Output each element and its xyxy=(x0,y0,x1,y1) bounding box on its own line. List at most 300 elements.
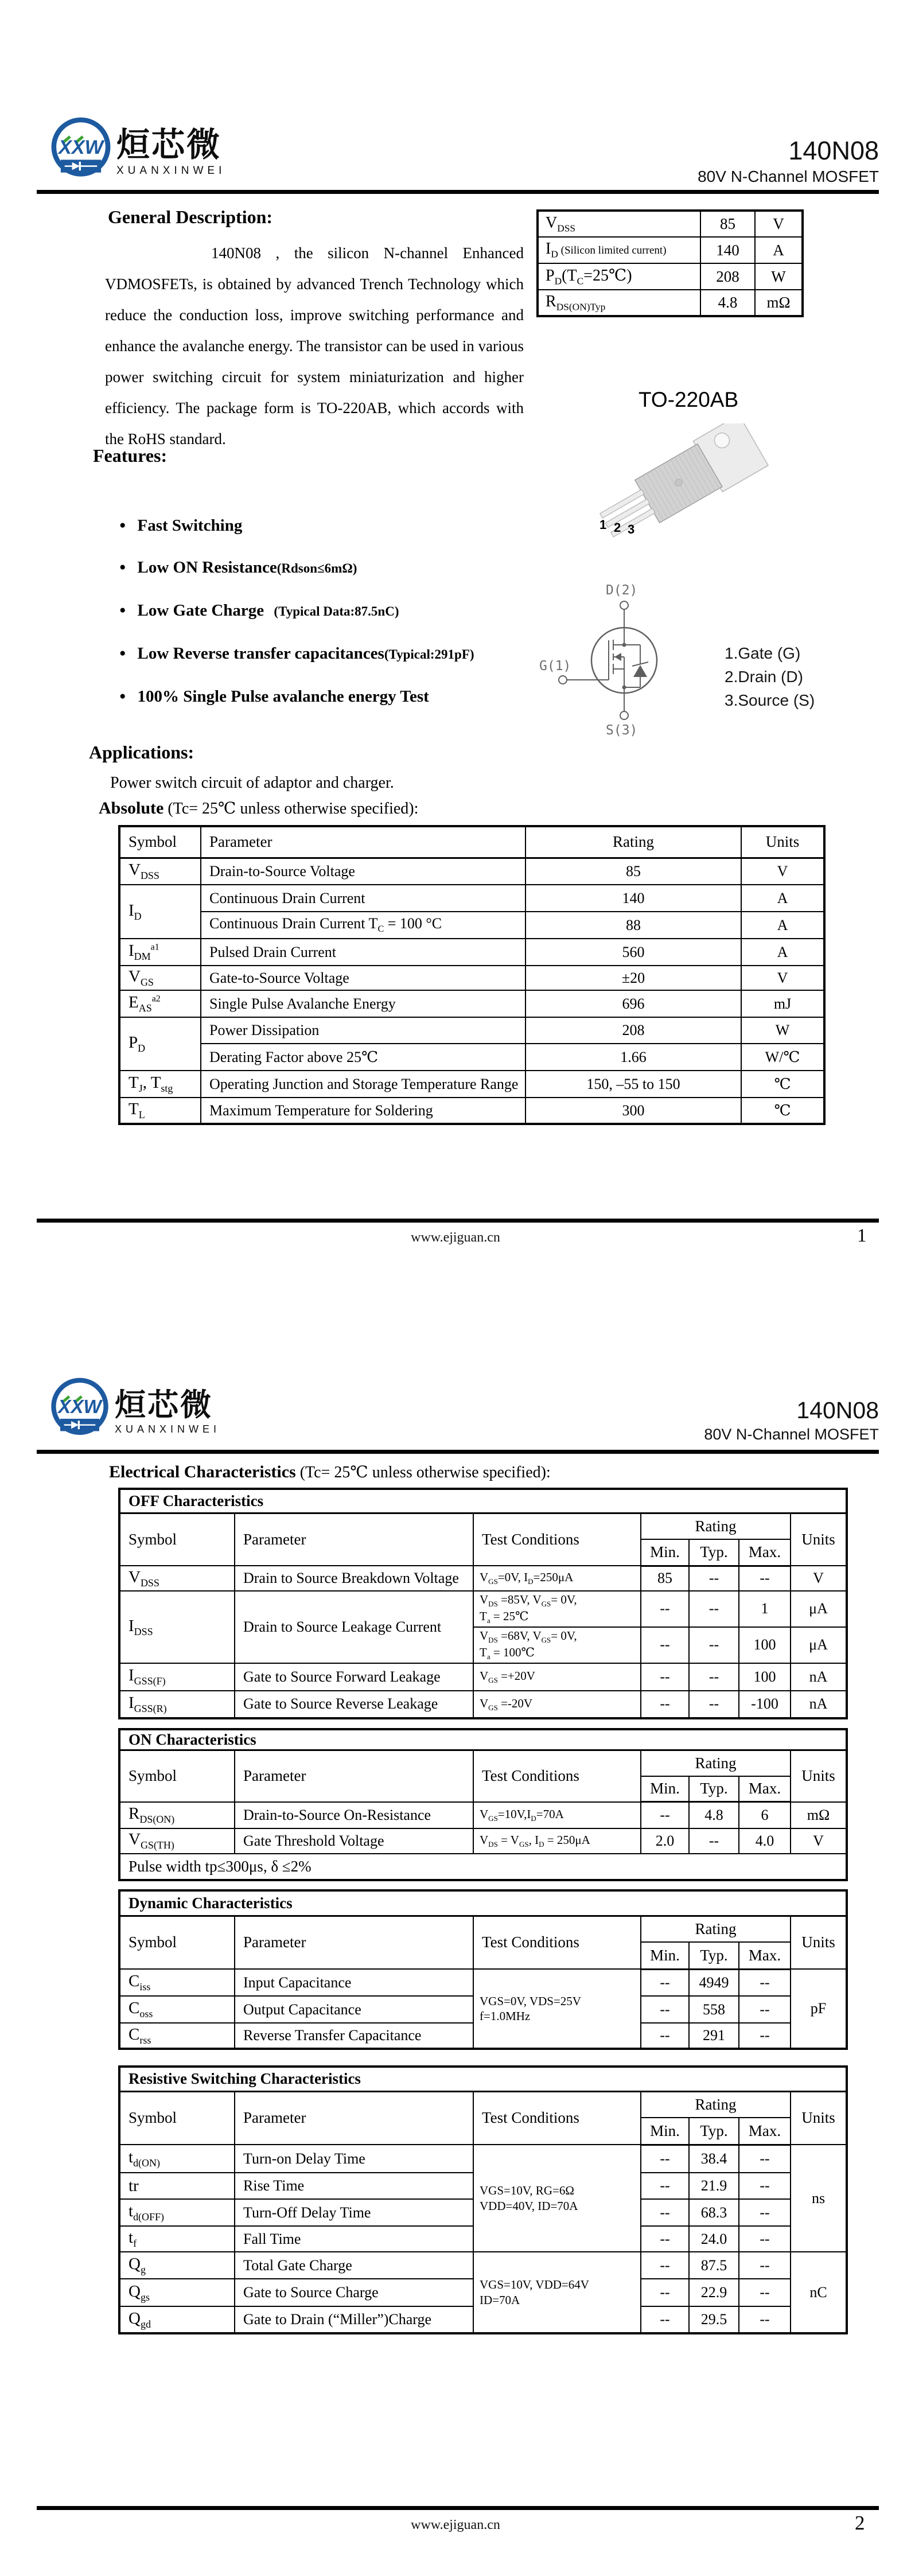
body-diode xyxy=(633,665,647,677)
table-title: ON Characteristics xyxy=(119,1729,847,1750)
table-header-cell: Symbol xyxy=(119,1513,235,1566)
footer-url-2: www.ejiguan.cn xyxy=(411,2517,500,2532)
bullet-icon: ● xyxy=(119,519,126,531)
table-cell: 696 xyxy=(525,990,741,1017)
table-cell: -- xyxy=(739,2226,791,2252)
table-row xyxy=(119,1044,824,1071)
table-cell: -- xyxy=(641,1802,689,1828)
table-header-cell: Min. xyxy=(641,1942,689,1969)
table-cell: $V_{GS}=0V$, $I_D=250\mu A$ xyxy=(473,1566,641,1591)
feature-main: Fast Switching xyxy=(137,516,243,535)
table-cell: -100 xyxy=(739,1691,791,1718)
table-cell: $I_{GSS(F)}$ xyxy=(119,1663,235,1691)
table-header-cell: Test Conditions xyxy=(473,1750,641,1802)
table-cell: -- xyxy=(641,1691,689,1718)
mosfet-arrow xyxy=(614,653,621,661)
table-header-cell: Symbol xyxy=(119,1750,235,1802)
table-cell: $V_{DS} = V_{GS}$, $I_D = 250\mu A$ xyxy=(473,1828,641,1854)
table-header-cell: Max. xyxy=(739,2118,791,2145)
table-cell: A xyxy=(741,939,824,966)
table-cell: $P_D(T_C=25℃)$ xyxy=(538,263,700,290)
table-cell: -- xyxy=(641,2226,689,2252)
table-cell: 558 xyxy=(689,1996,739,2023)
table-cell: VGS=10V, VDD=64V ID=70A xyxy=(473,2252,641,2333)
feature-main: 100% Single Pulse avalanche energy Test xyxy=(137,687,429,706)
table-cell: 21.9 xyxy=(689,2173,739,2199)
absolute-heading-bold: Absolute xyxy=(99,799,164,818)
table-cell: 38.4 xyxy=(689,2145,739,2173)
elec-heading-rest: (Tc= 25℃ unless otherwise specified): xyxy=(295,1464,551,1481)
table-row xyxy=(119,1663,847,1691)
table-cell: 208 xyxy=(700,263,755,290)
table-cell: W xyxy=(755,263,803,290)
table-header-cell: Test Conditions xyxy=(473,1513,641,1566)
table-header-cell: Symbol xyxy=(119,1916,235,1969)
table-cell: -- xyxy=(739,2023,791,2049)
table-cell: -- xyxy=(641,1969,689,1996)
pin-number-1: 1 xyxy=(599,517,607,532)
table-header-cell: Max. xyxy=(739,1539,791,1566)
brand-logo-2 xyxy=(49,1377,111,1446)
table-cell: $V_{GS}$ xyxy=(119,966,201,990)
table-row xyxy=(119,966,824,990)
table-cell: $I_D$ (Silicon limited current) xyxy=(538,237,700,263)
gate-label: G(1) xyxy=(539,659,571,674)
table-cell: -- xyxy=(641,2145,689,2173)
brand-text-2 xyxy=(115,1388,220,1435)
table-cell: nA xyxy=(791,1663,847,1691)
general-description-body: 140N08 , the silicon N-channel Enhanced VDMOSFETs, is obtained by advanced Trench Technology which reduce the conduction loss, improve switching performance and enhance the avalanche energy. The transistor can be used in various power switching circuit for system miniaturization and higher efficiency. The package form is TO-220AB, which accords with the RoHS standard. xyxy=(105,244,524,448)
table-row xyxy=(119,1916,847,1942)
table-header-cell: Rating xyxy=(525,826,741,858)
table-cell: 150, –55 to 150 xyxy=(525,1071,741,1098)
table-cell: 1 xyxy=(739,1591,791,1627)
brand-name-en-2: XUANXINWEI xyxy=(115,1423,221,1435)
table-row xyxy=(119,1750,847,1776)
table-cell: -- xyxy=(689,1566,739,1591)
table-cell: A xyxy=(741,885,824,912)
table-cell: Fall Time xyxy=(235,2226,473,2252)
page-number-2: 2 xyxy=(855,2512,865,2534)
brand-name-en: XUANXINWEI xyxy=(116,165,226,177)
table-row xyxy=(538,263,803,290)
quick-specs-table-mount xyxy=(536,209,804,317)
table-cell: VGS=10V, RG=6Ω VDD=40V, ID=70A xyxy=(473,2145,641,2252)
doc-title-block-2 xyxy=(535,1398,879,1443)
table-row xyxy=(119,1890,847,1916)
feature-item xyxy=(119,516,474,535)
table-cell: -- xyxy=(641,2279,689,2306)
table-cell: Drain to Source Leakage Current xyxy=(235,1591,473,1663)
table-cell: 140 xyxy=(525,885,741,912)
table-cell: -- xyxy=(689,1691,739,1718)
table-cell: $t_f$ xyxy=(119,2226,235,2252)
table-cell: -- xyxy=(641,2173,689,2199)
doc-title-block xyxy=(535,137,879,186)
footer-rule-1 xyxy=(37,1219,879,1223)
table-cell: mJ xyxy=(741,990,824,1017)
table-cell: $V_{DSS}$ xyxy=(119,858,201,885)
footer-rule-2 xyxy=(37,2506,879,2510)
table-cell: $I_{DM}^{a1}$ xyxy=(119,939,201,966)
table-row xyxy=(119,912,824,939)
table-cell: Pulsed Drain Current xyxy=(201,939,525,966)
table-cell: V xyxy=(741,966,824,990)
part-subtitle: 80V N-Channel MOSFET xyxy=(698,168,879,185)
table-cell: Operating Junction and Storage Temperature Range xyxy=(201,1071,525,1098)
table-cell: $R_{DS(ON)}$ xyxy=(119,1802,235,1828)
table-row xyxy=(119,939,824,966)
table-cell: Single Pulse Avalanche Energy xyxy=(201,990,525,1017)
feature-item xyxy=(119,687,474,706)
table-cell: A xyxy=(755,237,803,263)
table-cell: 24.0 xyxy=(689,2226,739,2252)
table-cell: -- xyxy=(739,2173,791,2199)
header-rule-2 xyxy=(37,1450,879,1454)
table-cell: -- xyxy=(689,1591,739,1627)
table-cell: 100 xyxy=(739,1627,791,1663)
part-number: 140N08 xyxy=(788,136,879,165)
table-cell: 22.9 xyxy=(689,2279,739,2306)
table-cell: $t_{d(OFF)}$ xyxy=(119,2199,235,2226)
brand-logo-mark-2 xyxy=(49,1377,111,1443)
table-cell: Gate-to-Source Voltage xyxy=(201,966,525,990)
table-cell: 4.0 xyxy=(739,1828,791,1854)
absolute-ratings-table xyxy=(118,825,826,1125)
pin-number-2: 2 xyxy=(614,520,621,535)
table-cell: $T_L$ xyxy=(119,1098,201,1124)
table-cell: μA xyxy=(791,1591,847,1627)
off-characteristics-table xyxy=(118,1488,848,1719)
table-title: OFF Characteristics xyxy=(119,1489,847,1513)
table-header-cell: Rating xyxy=(641,1916,791,1942)
table-cell: μA xyxy=(791,1627,847,1663)
table-row xyxy=(119,1017,824,1044)
package-image xyxy=(588,423,777,544)
general-description-heading: General Description: xyxy=(108,207,273,227)
table-cell: tr xyxy=(119,2173,235,2199)
table-row xyxy=(119,1828,847,1854)
feature-item xyxy=(119,558,474,578)
resistive-switching-table xyxy=(118,2065,848,2334)
applications-heading: Applications: xyxy=(89,742,194,762)
table-header-cell: Rating xyxy=(641,1513,791,1539)
table-row xyxy=(538,290,803,316)
dynamic-characteristics-mount xyxy=(118,1889,848,2050)
table-cell: 291 xyxy=(689,2023,739,2049)
table-cell: $C_{rss}$ xyxy=(119,2023,235,2049)
table-cell: -- xyxy=(739,2199,791,2226)
table-cell: ±20 xyxy=(525,966,741,990)
table-cell: Turn-on Delay Time xyxy=(235,2145,473,2173)
table-header-cell: Parameter xyxy=(235,1513,473,1566)
table-header-cell: Typ. xyxy=(689,1942,739,1969)
table-cell: -- xyxy=(641,1663,689,1691)
dynamic-characteristics-table xyxy=(118,1889,848,2050)
table-row xyxy=(119,1729,847,1750)
table-cell: $P_D$ xyxy=(119,1017,201,1071)
table-cell: Gate Threshold Voltage xyxy=(235,1828,473,1854)
page-number-1: 1 xyxy=(857,1225,867,1246)
table-cell: Turn-Off Delay Time xyxy=(235,2199,473,2226)
table-row xyxy=(119,2145,847,2173)
table-cell: $t_{d(ON)}$ xyxy=(119,2145,235,2173)
table-cell: $I_{DSS}$ xyxy=(119,1591,235,1663)
feature-detail: (Typical:291pF) xyxy=(384,647,474,661)
electrical-characteristics-heading xyxy=(109,1462,551,1482)
package-label: TO-220AB xyxy=(639,388,739,411)
feature-main: Low ON Resistance xyxy=(137,558,277,577)
table-cell: -- xyxy=(641,1591,689,1627)
table-cell: -- xyxy=(641,2023,689,2049)
table-cell: 68.3 xyxy=(689,2199,739,2226)
table-cell: nC xyxy=(791,2252,847,2333)
table-cell: $V_{GS} =-20V$ xyxy=(473,1691,641,1718)
source-label: S(3) xyxy=(606,723,638,738)
table-header-cell: Max. xyxy=(739,1776,791,1802)
table-cell: 88 xyxy=(525,912,741,939)
table-row xyxy=(119,1591,847,1627)
table-header-cell: Typ. xyxy=(689,2118,739,2145)
pin-function-item: 3.Source (S) xyxy=(725,691,815,709)
absolute-ratings-table-mount xyxy=(118,825,826,1125)
table-header-cell: Typ. xyxy=(689,1776,739,1802)
features-heading: Features: xyxy=(93,445,168,466)
bullet-icon: ● xyxy=(119,690,126,702)
table-cell: Drain to Source Breakdown Voltage xyxy=(235,1566,473,1591)
table-row xyxy=(119,1802,847,1828)
features-list xyxy=(119,516,474,729)
table-cell: Continuous Drain Current $T_C = 100$ °C xyxy=(201,912,525,939)
table-row xyxy=(119,1566,847,1591)
table-header-cell: Parameter xyxy=(235,2091,473,2145)
table-row xyxy=(119,2091,847,2118)
table-cell: $Q_g$ xyxy=(119,2252,235,2279)
table-cell: Output Capacitance xyxy=(235,1996,473,2023)
pin-number-3: 3 xyxy=(628,522,635,536)
table-row xyxy=(119,1513,847,1539)
table-cell: -- xyxy=(739,1969,791,1996)
table-cell: $V_{GS(TH)}$ xyxy=(119,1828,235,1854)
logo-monogram-2: XXW xyxy=(58,1396,102,1418)
resistive-switching-mount xyxy=(118,2065,848,2334)
bullet-icon: ● xyxy=(119,604,126,616)
table-cell: 6 xyxy=(739,1802,791,1828)
part-subtitle-2: 80V N-Channel MOSFET xyxy=(704,1426,879,1443)
pin-function-item: 2.Drain (D) xyxy=(725,668,803,686)
table-cell: $I_{GSS(R)}$ xyxy=(119,1691,235,1718)
brand-name-cn-2: 烜芯微 xyxy=(115,1388,213,1422)
table-cell: Continuous Drain Current xyxy=(201,885,525,912)
table-cell: V xyxy=(791,1566,847,1591)
brand-text xyxy=(116,127,225,177)
table-cell: W/℃ xyxy=(741,1044,824,1071)
table-cell: $V_{DS} =85V$, $V_{GS}= 0V$, $T_a$ = 25℃ xyxy=(473,1591,641,1627)
table-header-cell: Max. xyxy=(739,1942,791,1969)
quick-specs-table xyxy=(536,209,804,317)
table-cell: $V_{DSS}$ xyxy=(538,211,700,237)
absolute-heading-rest: (Tc= 25℃ unless otherwise specified): xyxy=(163,800,419,818)
table-cell: -- xyxy=(739,2279,791,2306)
table-cell: $C_{iss}$ xyxy=(119,1969,235,1996)
table-cell: mΩ xyxy=(791,1802,847,1828)
table-cell: 85 xyxy=(641,1566,689,1591)
table-header-cell: Rating xyxy=(641,2091,791,2118)
table-row xyxy=(119,1969,847,1996)
table-row xyxy=(119,1854,847,1880)
bullet-icon: ● xyxy=(119,561,126,573)
table-header-cell: Units xyxy=(791,1513,847,1566)
table-header-cell: Test Conditions xyxy=(473,1916,641,1969)
table-cell: Total Gate Charge xyxy=(235,2252,473,2279)
table-cell: Drain-to-Source On-Resistance xyxy=(235,1802,473,1828)
table-cell: Power Dissipation xyxy=(201,1017,525,1044)
table-cell: $V_{DS} =68V$, $V_{GS}= 0V$, $T_a$ = 100℃ xyxy=(473,1627,641,1663)
applications-body: Power switch circuit of adaptor and charger. xyxy=(110,774,394,792)
table-title: Dynamic Characteristics xyxy=(119,1890,847,1916)
table-cell: 4.8 xyxy=(689,1802,739,1828)
table-cell: -- xyxy=(739,1996,791,2023)
table-cell: -- xyxy=(739,1566,791,1591)
brand-logo xyxy=(49,116,113,188)
table-cell: Rise Time xyxy=(235,2173,473,2199)
table-header-cell: Min. xyxy=(641,1776,689,1802)
table-cell: 100 xyxy=(739,1663,791,1691)
table-header-cell: Units xyxy=(791,1750,847,1802)
table-cell: -- xyxy=(739,2145,791,2173)
to220-package-drawing xyxy=(588,423,777,541)
table-cell: $C_{oss}$ xyxy=(119,1996,235,2023)
table-cell: Gate to Drain (“Miller”)Charge xyxy=(235,2306,473,2333)
table-cell: Maximum Temperature for Soldering xyxy=(201,1098,525,1124)
table-cell: Gate to Source Forward Leakage xyxy=(235,1663,473,1691)
table-cell: $V_{DSS}$ xyxy=(119,1566,235,1591)
table-cell: -- xyxy=(641,1627,689,1663)
table-cell: 140 xyxy=(700,237,755,263)
table-cell: $T_J$, $T_{stg}$ xyxy=(119,1071,201,1098)
table-cell: Derating Factor above 25℃ xyxy=(201,1044,525,1071)
table-cell: $Q_{gs}$ xyxy=(119,2279,235,2306)
table-cell: W xyxy=(741,1017,824,1044)
table-header-cell: Symbol xyxy=(119,826,201,858)
table-cell: mΩ xyxy=(755,290,803,316)
table-cell: Input Capacitance xyxy=(235,1969,473,1996)
table-cell: $V_{GS} =+20V$ xyxy=(473,1663,641,1691)
table-cell: -- xyxy=(739,2252,791,2279)
table-cell: V xyxy=(755,211,803,237)
feature-detail: (Rdson≤6mΩ) xyxy=(277,561,357,575)
table-cell: -- xyxy=(641,1996,689,2023)
table-row xyxy=(119,826,824,858)
absolute-heading xyxy=(99,799,418,818)
table-header-cell: Rating xyxy=(641,1750,791,1776)
table-row xyxy=(119,1098,824,1124)
table-cell: $I_D$ xyxy=(119,885,201,939)
table-header-cell: Parameter xyxy=(235,1750,473,1802)
table-row xyxy=(119,2067,847,2091)
table-cell: 4.8 xyxy=(700,290,755,316)
table-cell: 208 xyxy=(525,1017,741,1044)
table-cell: 300 xyxy=(525,1098,741,1124)
on-characteristics-mount xyxy=(118,1728,848,1881)
table-cell: $E_{AS}^{a2}$ xyxy=(119,990,201,1017)
table-cell: -- xyxy=(689,1627,739,1663)
footer-url-1: www.ejiguan.cn xyxy=(411,1230,500,1245)
table-header-cell: Parameter xyxy=(201,826,525,858)
table-cell: 85 xyxy=(525,858,741,885)
table-cell: ℃ xyxy=(741,1098,824,1124)
pin-function-item: 1.Gate (G) xyxy=(725,644,801,662)
table-row xyxy=(538,211,803,237)
table-row xyxy=(119,990,824,1017)
table-cell: Reverse Transfer Capacitance xyxy=(235,2023,473,2049)
table-cell: Gate to Source Reverse Leakage xyxy=(235,1691,473,1718)
table-title: Resistive Switching Characteristics xyxy=(119,2067,847,2091)
table-header-cell: Min. xyxy=(641,1539,689,1566)
table-cell: -- xyxy=(641,2306,689,2333)
drain-label: D(2) xyxy=(606,583,638,598)
feature-item xyxy=(119,601,474,621)
on-characteristics-table xyxy=(118,1728,848,1881)
table-header-cell: Symbol xyxy=(119,2091,235,2145)
table-cell: V xyxy=(741,858,824,885)
brand-name-cn: 烜芯微 xyxy=(116,126,222,164)
table-cell: 87.5 xyxy=(689,2252,739,2279)
table-cell: -- xyxy=(689,1663,739,1691)
feature-main: Low Gate Charge xyxy=(137,601,264,620)
table-row xyxy=(119,1071,824,1098)
pin-function-list xyxy=(725,641,815,712)
table-cell: A xyxy=(741,912,824,939)
table-cell: $V_{GS}=10V,I_D=70A$ xyxy=(473,1802,641,1828)
table-cell: Drain-to-Source Voltage xyxy=(201,858,525,885)
table-cell: Pulse width tp≤300μs, δ ≤2% xyxy=(119,1854,847,1880)
table-cell: ns xyxy=(791,2145,847,2252)
feature-item xyxy=(119,644,474,664)
table-cell: $Q_{gd}$ xyxy=(119,2306,235,2333)
table-row xyxy=(119,1691,847,1718)
table-row xyxy=(538,237,803,263)
mosfet-symbol xyxy=(538,578,693,745)
table-header-cell: Units xyxy=(741,826,824,858)
part-number-2: 140N08 xyxy=(796,1397,879,1423)
table-header-cell: Typ. xyxy=(689,1539,739,1566)
mosfet-schematic xyxy=(538,578,693,742)
off-characteristics-mount xyxy=(118,1488,848,1719)
table-cell: -- xyxy=(689,1828,739,1854)
table-cell: -- xyxy=(641,2252,689,2279)
table-header-cell: Units xyxy=(791,2091,847,2145)
bullet-icon: ● xyxy=(119,647,126,659)
feature-main: Low Reverse transfer capacitances xyxy=(137,644,384,663)
table-cell: VGS=0V, VDS=25V f=1.0MHz xyxy=(473,1969,641,2049)
table-row xyxy=(119,858,824,885)
table-header-cell: Min. xyxy=(641,2118,689,2145)
feature-detail: (Typical Data:87.5nC) xyxy=(264,604,399,618)
table-row xyxy=(119,885,824,912)
table-cell: 560 xyxy=(525,939,741,966)
table-cell: $R_{DS(ON)Typ}$ xyxy=(538,290,700,316)
table-header-cell: Test Conditions xyxy=(473,2091,641,2145)
table-cell: ℃ xyxy=(741,1071,824,1098)
table-cell: 4949 xyxy=(689,1969,739,1996)
table-cell: -- xyxy=(739,2306,791,2333)
table-cell: 85 xyxy=(700,211,755,237)
brand-logo-mark xyxy=(49,116,113,185)
header-rule xyxy=(37,190,879,194)
table-cell: Gate to Source Charge xyxy=(235,2279,473,2306)
table-cell: V xyxy=(791,1828,847,1854)
